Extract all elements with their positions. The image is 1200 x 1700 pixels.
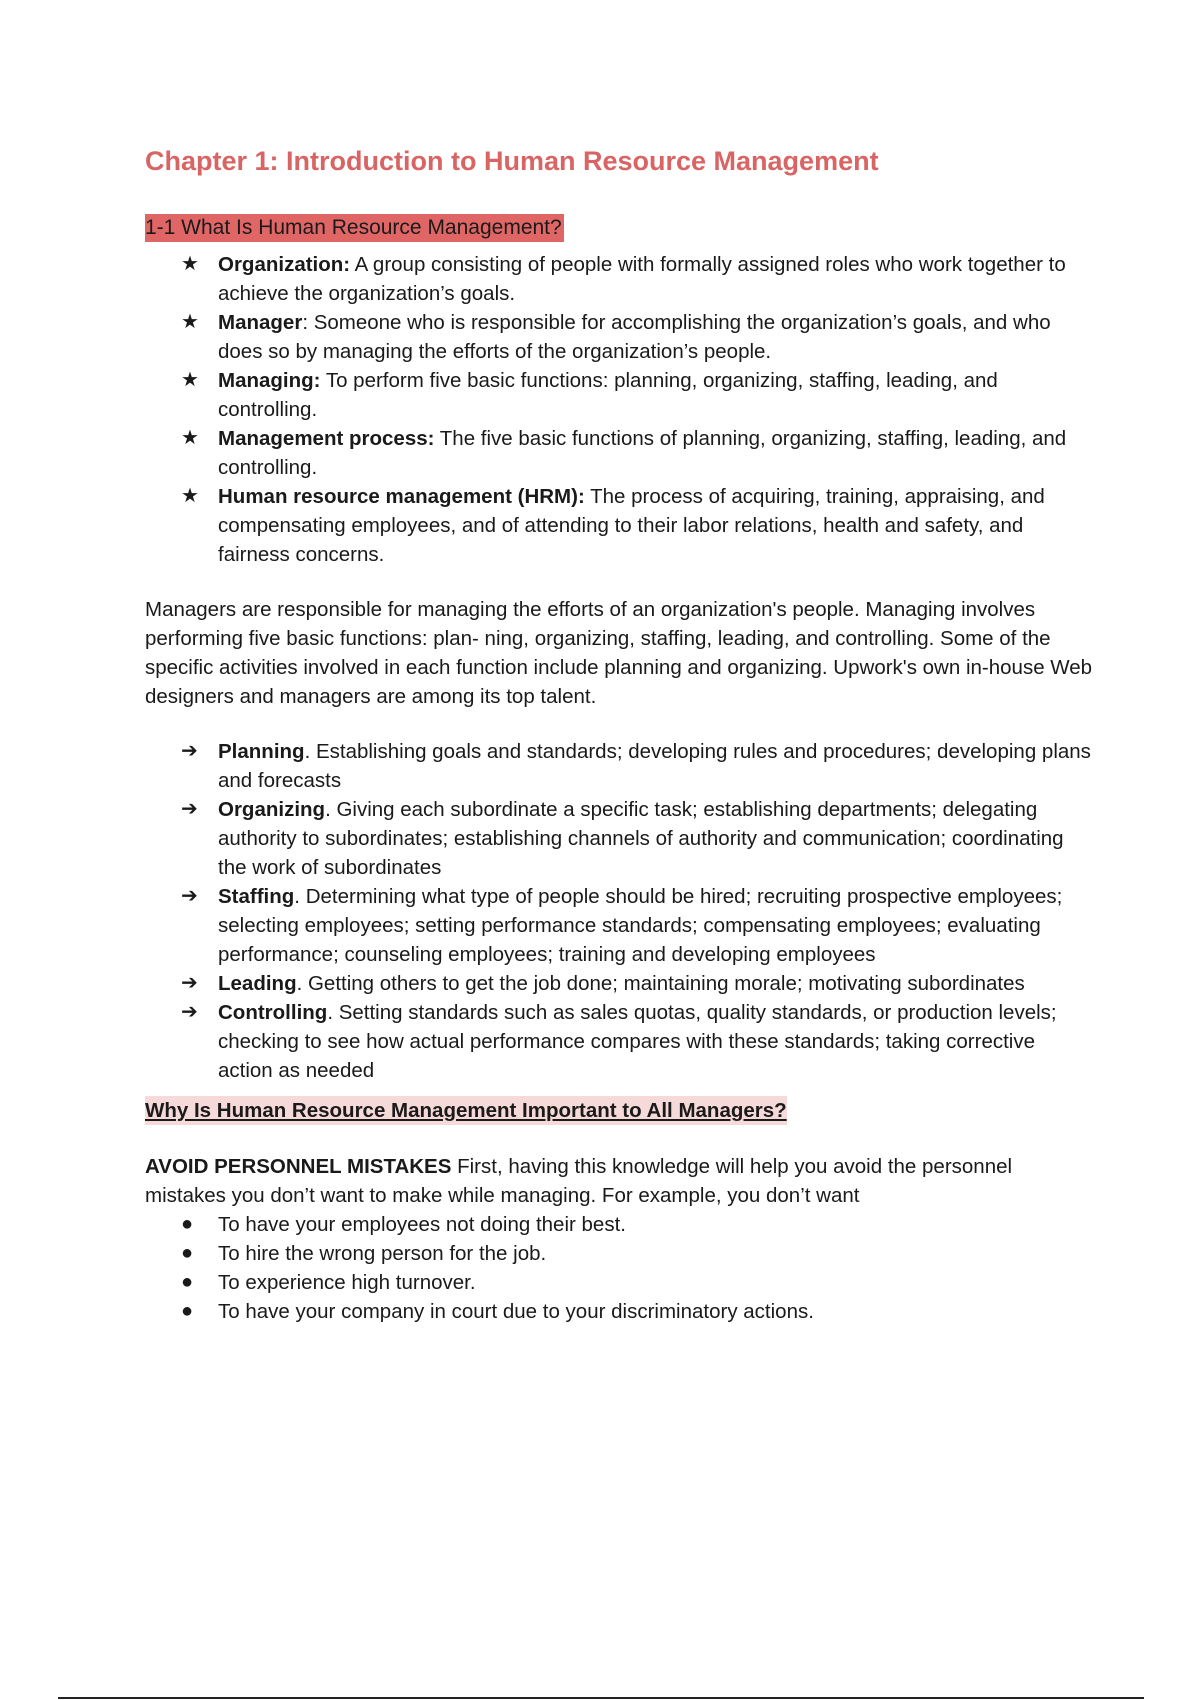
avoid-lead: AVOID PERSONNEL MISTAKES <box>145 1155 452 1178</box>
list-item <box>145 737 1095 795</box>
star-bullet-icon: ★ <box>181 253 199 275</box>
function-term: Leading <box>218 972 297 995</box>
list-item <box>145 424 1095 482</box>
definition-text: : Someone who is responsible for accomplishing the organization’s goals, and who does so by managing the efforts of the organization’s people. <box>218 311 1051 363</box>
list-item <box>145 795 1095 882</box>
arrow-bullet-icon: ➔ <box>181 885 198 907</box>
list-item <box>145 969 1095 998</box>
function-text: . Setting standards such as sales quotas, quality standards, or production levels; checking to see how actual performance compares with these standards; taking corrective action as needed <box>218 1001 1057 1082</box>
mistake-text: To have your employees not doing their best. <box>218 1213 626 1236</box>
definition-text: The process of acquiring, training, appraising, and compensating employees, and of attending to their labor relations, health and safety, and fairness concerns. <box>218 485 1045 566</box>
why-heading: Why Is Human Resource Management Important to All Managers? <box>145 1096 787 1125</box>
definition-term: Manager <box>218 311 303 334</box>
arrow-bullet-icon: ➔ <box>181 798 198 820</box>
list-item <box>145 250 1095 308</box>
intro-paragraph: Managers are responsible for managing the efforts of an organization's people. Managing involves performing five basic functions: plan- ning, organizing, staffing, leading, and controlling. Some of the specific activities involved in each function include planning and organizing. Upwork's own in-house Web designers and managers are among its top talent. <box>145 598 1093 708</box>
footer-divider <box>58 1697 1144 1699</box>
function-text: . Giving each subordinate a specific task; establishing departments; delegating authority to subordinates; establishing channels of authority and communication; coordinating the work of subordinates <box>218 798 1064 879</box>
definition-term: Organization: <box>218 253 351 276</box>
function-text: . Determining what type of people should be hired; recruiting prospective employees; selecting employees; setting performance standards; compensating employees; evaluating performance; counseling employees; training and developing employees <box>218 885 1063 966</box>
list-item <box>145 1210 1095 1239</box>
definition-term: Management process: <box>218 427 435 450</box>
mistake-text: To experience high turnover. <box>218 1271 476 1294</box>
list-item <box>145 1239 1095 1268</box>
star-bullet-icon: ★ <box>181 427 199 449</box>
arrow-bullet-icon: ➔ <box>181 972 198 994</box>
definition-text: A group consisting of people with formally assigned roles who work together to achieve the organization’s goals. <box>218 253 1066 305</box>
mistake-text: To have your company in court due to your discriminatory actions. <box>218 1300 814 1323</box>
function-text: . Getting others to get the job done; maintaining morale; motivating subordinates <box>296 972 1025 995</box>
document-page <box>145 143 1095 1326</box>
dot-bullet-icon: ● <box>181 1271 194 1293</box>
function-text: . Establishing goals and standards; developing rules and procedures; developing plans and forecasts <box>218 740 1091 792</box>
chapter-title: Chapter 1: Introduction to Human Resource Management <box>145 146 879 176</box>
list-item <box>145 1268 1095 1297</box>
function-term: Planning <box>218 740 305 763</box>
definition-term: Managing: <box>218 369 321 392</box>
mistake-text: To hire the wrong person for the job. <box>218 1242 547 1265</box>
function-term: Controlling <box>218 1001 328 1024</box>
section-heading: 1-1 What Is Human Resource Management? <box>145 214 564 242</box>
list-item <box>145 366 1095 424</box>
star-bullet-icon: ★ <box>181 311 199 333</box>
dot-bullet-icon: ● <box>181 1300 194 1322</box>
function-term: Staffing <box>218 885 295 908</box>
functions-list <box>145 737 1095 1085</box>
definitions-list <box>145 250 1095 569</box>
avoid-paragraph <box>145 1152 1095 1210</box>
list-item <box>145 998 1095 1085</box>
list-item <box>145 308 1095 366</box>
list-item <box>145 482 1095 569</box>
list-item <box>145 1297 1095 1326</box>
mistakes-list <box>145 1210 1095 1326</box>
star-bullet-icon: ★ <box>181 369 199 391</box>
dot-bullet-icon: ● <box>181 1242 194 1264</box>
arrow-bullet-icon: ➔ <box>181 1001 198 1023</box>
list-item <box>145 882 1095 969</box>
arrow-bullet-icon: ➔ <box>181 740 198 762</box>
function-term: Organizing <box>218 798 326 821</box>
avoid-text: First, having this knowledge will help you avoid the personnel mistakes you don’t want to make while managing. For example, you don’t want <box>145 1155 1013 1207</box>
definition-term: Human resource management (HRM): <box>218 485 585 508</box>
dot-bullet-icon: ● <box>181 1213 194 1235</box>
definition-text: To perform five basic functions: planning, organizing, staffing, leading, and controlling. <box>218 369 998 421</box>
definition-text: The five basic functions of planning, organizing, staffing, leading, and controlling. <box>218 427 1067 479</box>
star-bullet-icon: ★ <box>181 485 199 507</box>
